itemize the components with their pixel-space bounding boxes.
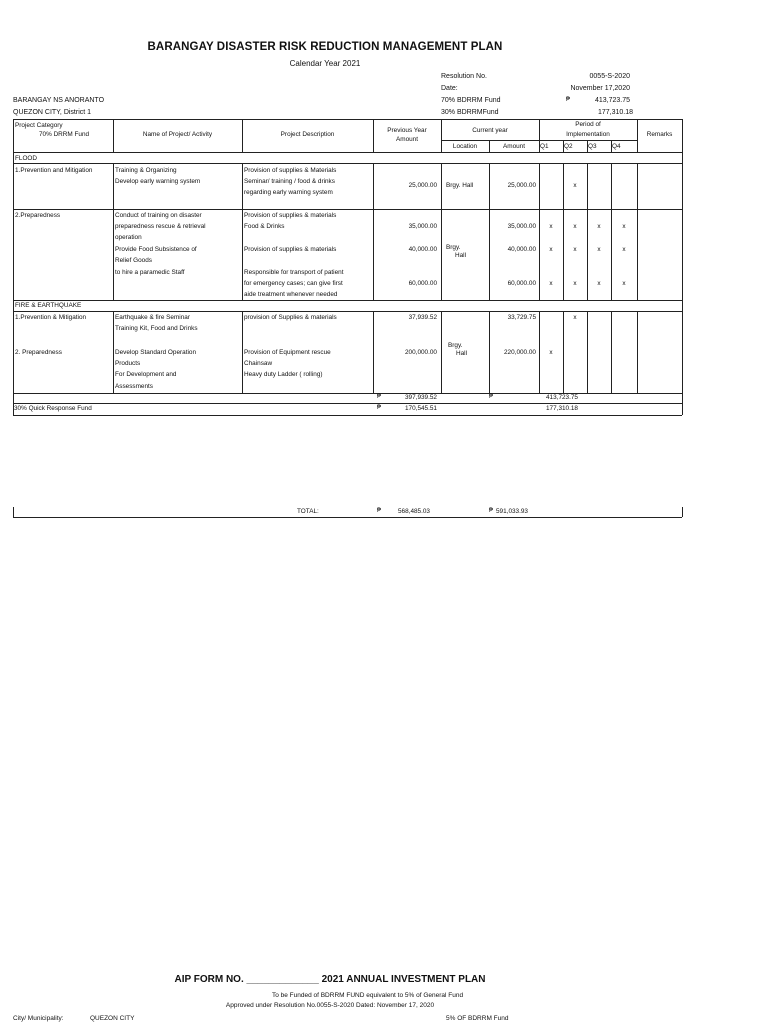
header-location: Location xyxy=(452,143,478,150)
flood-prep-desc-4: Responsible for transport of patient xyxy=(244,269,344,276)
city-district: QUEZON CITY, District 1 xyxy=(13,109,92,116)
total-previous: 568,485.03 xyxy=(398,508,430,515)
section-fire-earthquake: FIRE & EARTHQUAKE xyxy=(15,302,82,309)
flood-prep-name-6: to hire a paramedic Staff xyxy=(115,269,185,276)
fire-prep-current: 220,000.00 xyxy=(504,349,536,356)
subtotal-previous: 397,939.52 xyxy=(405,394,437,401)
fire-prep-location-2: Hall xyxy=(456,350,468,357)
section-flood: FLOOD xyxy=(15,155,38,162)
flood-prev-amount: 25,000.00 xyxy=(408,182,437,189)
aip-funding-line: To be Funded of BDRRM FUND equivalent to 5% of General Fund xyxy=(271,992,464,999)
qrf-current: 177,310.18 xyxy=(546,405,578,412)
fire-prep-name-1: Develop Standard Operation xyxy=(115,349,197,356)
fire-prev-amount: 37,939.52 xyxy=(408,314,437,321)
fund70-label: 70% BDRRM Fund xyxy=(441,97,501,104)
fire-prep-desc-1: Provision of Equipment rescue xyxy=(244,349,331,356)
bdrrm-fund-label: 5% OF BDRRM Fund xyxy=(446,1015,509,1022)
flood-prep-amount-1: 35,000.00 xyxy=(408,223,437,230)
city-municipality-value: QUEZON CITY xyxy=(90,1015,135,1022)
flood-prep-desc-6: aide treatment whenever needed xyxy=(244,291,338,298)
flood-prep-r3-q4: x xyxy=(622,280,626,287)
header-q1: Q1 xyxy=(540,143,549,150)
fire-prep-amount: 200,000.00 xyxy=(405,349,437,356)
flood-prep-current-1: 35,000.00 xyxy=(507,223,536,230)
fire-prevention-category: 1.Prevention & Mitigation xyxy=(15,314,87,321)
flood-preparedness-category: 2.Preparedness xyxy=(15,212,61,219)
flood-prep-location-1: Brgy. xyxy=(446,244,461,251)
flood-prev-desc-3: regarding early warning system xyxy=(244,189,333,196)
flood-prev-desc-2: Seminar/ training / food & drinks xyxy=(244,178,335,185)
header-project-name: Name of Project/ Activity xyxy=(142,131,213,138)
flood-prev-name-1: Training & Organizing xyxy=(115,167,177,174)
header-q2: Q2 xyxy=(564,143,573,150)
flood-prep-name-4: Provide Food Subsistence of xyxy=(115,246,197,253)
flood-prep-r3-q3: x xyxy=(597,280,601,287)
flood-prep-desc-1: Provision of supplies & materials xyxy=(244,212,337,219)
flood-prev-desc-1: Provision of supplies & Materials xyxy=(244,167,337,174)
flood-prep-r1-q2: x xyxy=(573,223,577,230)
flood-prep-current-3: 60,000.00 xyxy=(507,280,536,287)
flood-prep-r1-q1: x xyxy=(549,223,553,230)
flood-prep-amount-2: 40,000.00 xyxy=(408,246,437,253)
header-remarks: Remarks xyxy=(646,131,673,138)
calendar-year: Calendar Year 2021 xyxy=(289,59,361,68)
total-current: 591,033.93 xyxy=(496,508,528,515)
document-title: BARANGAY DISASTER RISK REDUCTION MANAGEMENT PLAN xyxy=(147,41,503,53)
flood-prev-current-amount: 25,000.00 xyxy=(507,182,536,189)
flood-prep-desc-3: Provision of supplies & materials xyxy=(244,246,337,253)
fire-preparedness-category: 2. Preparedness xyxy=(15,349,62,356)
barangay-name: BARANGAY NS ANORANTO xyxy=(13,97,105,104)
total-prev-peso: ₱ xyxy=(377,508,382,514)
fire-prep-name-2: Products xyxy=(115,360,141,367)
flood-prep-r3-q2: x xyxy=(573,280,577,287)
header-q4: Q4 xyxy=(612,143,621,150)
fire-prep-location-1: Brgy. xyxy=(448,342,463,349)
flood-prep-amount-3: 60,000.00 xyxy=(408,280,437,287)
flood-prev-q2-mark: x xyxy=(573,182,577,189)
flood-prep-name-3: operation xyxy=(115,234,142,241)
total-label: TOTAL: xyxy=(297,508,319,515)
header-implementation: Implementation xyxy=(566,131,610,138)
qrf-previous: 170,545.51 xyxy=(405,405,437,412)
fund30-label: 30% BDRRMFund xyxy=(441,109,499,116)
flood-prep-desc-5: for emergency cases; can give first xyxy=(244,280,343,287)
flood-prep-desc-2: Food & Drinks xyxy=(244,223,285,230)
fire-prev-name-2: Training Kit, Food and Drinks xyxy=(115,325,198,332)
header-period: Period of xyxy=(575,121,601,128)
header-current-year: Current year xyxy=(472,127,508,134)
subtotal-prev-peso: ₱ xyxy=(377,394,382,400)
header-q3: Q3 xyxy=(588,143,597,150)
fire-prep-name-4: Assessments xyxy=(115,383,154,390)
qrf-prev-peso: ₱ xyxy=(377,405,382,411)
flood-prep-current-2: 40,000.00 xyxy=(507,246,536,253)
flood-prep-r3-q1: x xyxy=(549,280,553,287)
fire-prep-name-3: For Development and xyxy=(115,371,177,378)
flood-prep-name-1: Conduct of training on disaster xyxy=(115,212,202,219)
fire-prev-name-1: Earthquake & fire Seminar xyxy=(115,314,190,321)
flood-prep-r2-q3: x xyxy=(597,246,601,253)
subtotal-current-peso: ₱ xyxy=(489,394,494,400)
fire-prep-q1-mark: x xyxy=(549,349,553,356)
header-category-fund: 70% DRRM Fund xyxy=(39,131,90,138)
flood-prev-location: Brgy. Hall xyxy=(446,182,474,189)
header-amount: Amount xyxy=(502,143,526,150)
flood-prep-name-2: preparedness rescue & retrieval xyxy=(115,223,206,230)
flood-prevention-category: 1.Prevention and Mitigation xyxy=(15,167,93,174)
header-previous-amount: Amount xyxy=(395,136,419,143)
header-category: Project Category xyxy=(15,122,63,129)
fire-prev-current: 33,729.75 xyxy=(507,314,536,321)
fund30-value: 177,310.18 xyxy=(597,109,633,116)
peso-sign: ₱ xyxy=(566,97,571,103)
fire-prep-desc-3: Heavy duty Ladder ( rolling) xyxy=(244,371,323,378)
flood-prep-r2-q4: x xyxy=(622,246,626,253)
city-municipality-label: City/ Municipality: xyxy=(13,1015,64,1022)
flood-prep-r2-q1: x xyxy=(549,246,553,253)
quick-response-fund-label: 30% Quick Response Fund xyxy=(14,405,92,412)
flood-prep-r1-q3: x xyxy=(597,223,601,230)
aip-approval-line: Approved under Resolution No.0055-S-2020 Dated: November 17, 2020 xyxy=(225,1002,435,1009)
resolution-label: Resolution No. xyxy=(441,73,487,80)
aip-form-title: AIP FORM NO. _____________ 2021 ANNUAL INVESTMENT PLAN xyxy=(174,974,486,985)
flood-prev-name-2: Develop early warning system xyxy=(115,178,201,185)
resolution-value: 0055-S-2020 xyxy=(589,73,630,80)
subtotal-current: 413,723.75 xyxy=(546,394,578,401)
date-label: Date: xyxy=(441,85,458,92)
fund70-value: 413,723.75 xyxy=(594,97,630,104)
flood-prep-r2-q2: x xyxy=(573,246,577,253)
fire-prev-desc-1: provision of Supplies & materials xyxy=(244,314,337,321)
flood-prep-name-5: Relief Goods xyxy=(115,257,152,264)
date-value: November 17,2020 xyxy=(570,85,630,92)
fire-prep-desc-2: Chainsaw xyxy=(244,360,273,367)
flood-prep-r1-q4: x xyxy=(622,223,626,230)
header-previous-year: Previous Year xyxy=(387,127,427,134)
flood-prep-location-2: Hall xyxy=(455,252,467,259)
fire-prev-q2-mark: x xyxy=(573,314,577,321)
total-current-peso: ₱ xyxy=(489,508,494,514)
header-project-description: Project Description xyxy=(280,131,335,138)
